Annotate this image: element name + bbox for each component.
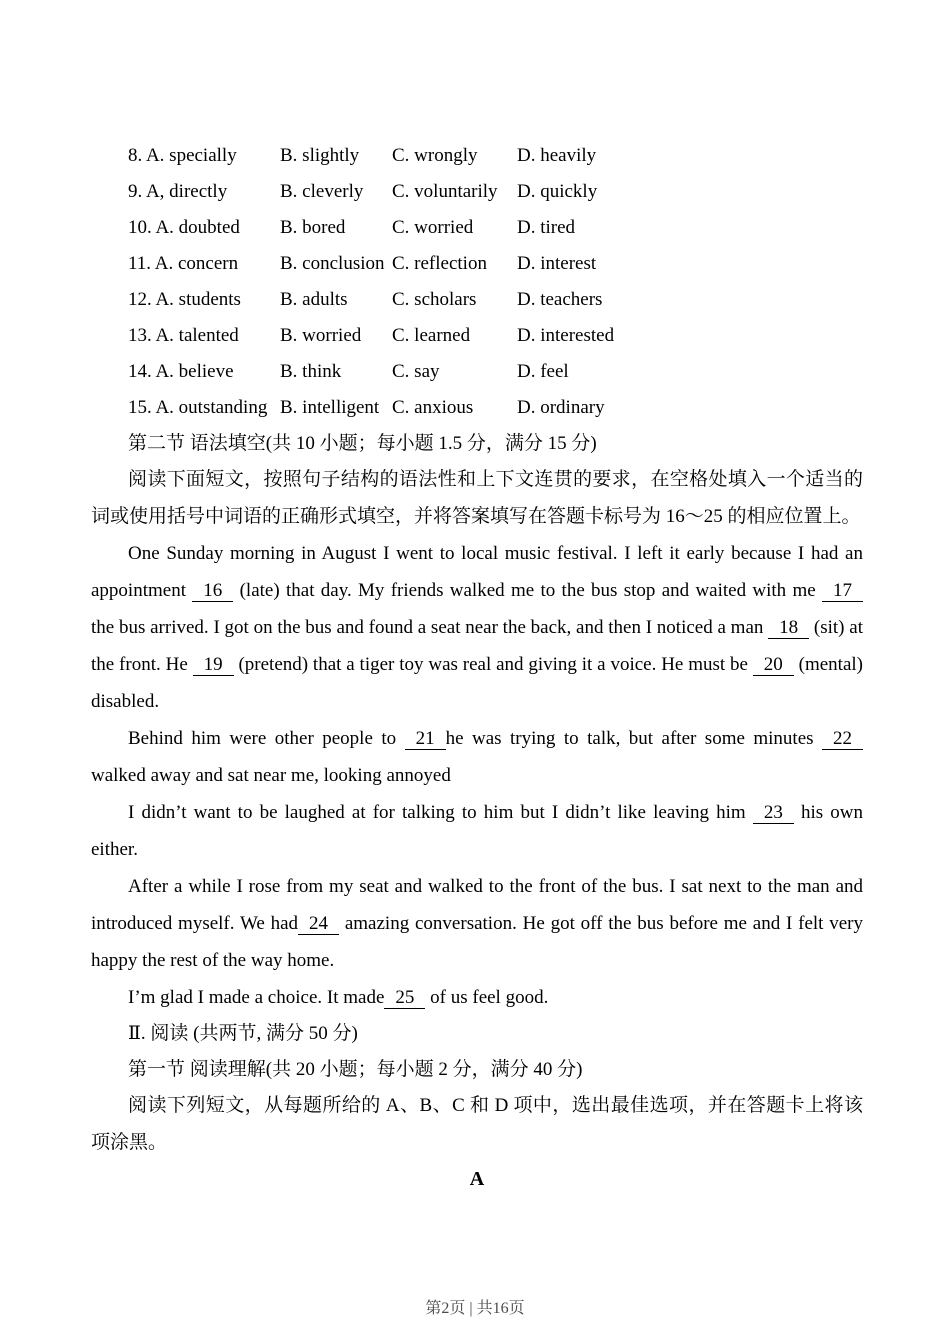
option-d: D. teachers [517,289,603,310]
passage-text: (late) that day. My friends walked me to the bus stop and waited with me [233,580,822,601]
option-c: C. worried [392,217,474,238]
passage-text: his own either. [91,802,863,860]
option-d: D. heavily [517,145,597,166]
option-b: B. worried [280,325,362,346]
cloze-blank-24: 24 [298,913,339,935]
passage-paragraph-2 [91,720,863,794]
option-b: B. bored [280,217,346,238]
option-d: D. tired [517,217,576,238]
cloze-blank-18: 18 [768,617,809,639]
grammar-section-heading: 第二节 语法填空(共 10 小题；每小题 1.5 分，满分 15 分) [128,433,597,454]
option-row-13 [128,318,863,354]
option-row-15 [128,390,863,426]
option-a: 11. A. concern [128,253,239,274]
passage-paragraph-5 [91,979,863,1016]
option-row-12 [128,282,863,318]
passage-text: After a while I rose from my seat and walked to the front of the bus. I sat next to the man and introduced myself. We had [91,876,863,934]
passage-a-label: A [469,1168,485,1190]
option-c: C. say [392,361,440,382]
option-d: D. feel [517,361,569,382]
cloze-blank-22: 22 [822,728,863,750]
passage-text: One Sunday morning in August I went to local music festival. I left it early because I had an appointment [91,543,863,601]
option-row-11 [128,246,863,282]
option-a: 10. A. doubted [128,217,240,238]
passage-text: of us feel good. [425,987,549,1008]
passage-text: amazing conversation. He got off the bus before me and I felt very happy the rest of the way home. [91,913,863,971]
option-a: 14. A. believe [128,361,234,382]
option-a: 9. A, directly [128,181,228,202]
passage-text: (mental) disabled. [91,654,863,712]
option-d: D. interested [517,325,615,346]
option-a: 8. A. specially [128,145,237,166]
option-c: C. learned [392,325,471,346]
option-c: C. anxious [392,397,474,418]
cloze-options-block [91,138,863,426]
page-footer: 第2页 | 共16页 [425,1300,525,1317]
option-row-8 [128,138,863,174]
cloze-blank-20: 20 [753,654,794,676]
grammar-instructions: 阅读下面短文，按照句子结构的语法性和上下文连贯的要求，在空格处填入一个适当的词或使用括号中词语的正确形式填空，并将答案填写在答题卡标号为 16～25 的相应位置上。 [91,469,863,527]
option-a: 13. A. talented [128,325,239,346]
option-row-9 [128,174,863,210]
option-row-14 [128,354,863,390]
reading-part-heading: Ⅱ. 阅读 (共两节, 满分 50 分) [128,1023,358,1044]
passage-text: I didn’t want to be laughed at for talking to him but I didn’t like leaving him [128,802,753,823]
passage-paragraph-1 [91,535,863,720]
option-c: C. scholars [392,289,477,310]
passage-paragraph-4 [91,868,863,979]
passage-text: I’m glad I made a choice. It made [128,987,385,1008]
passage-text: walked away and sat near me, looking annoyed [91,765,451,786]
reading-instructions: 阅读下列短文，从每题所给的 A、B、C 和 D 项中，选出最佳选项，并在答题卡上将该项涂黑。 [91,1095,863,1153]
option-c: C. voluntarily [392,181,498,202]
cloze-blank-21: 21 [405,728,446,750]
option-row-10 [128,210,863,246]
option-b: B. slightly [280,145,360,166]
reading-section-heading: 第一节 阅读理解(共 20 小题；每小题 2 分，满分 40 分) [128,1059,583,1080]
cloze-blank-19: 19 [193,654,234,676]
passage-text: (pretend) that a tiger toy was real and giving it a voice. He must be [233,654,753,675]
cloze-blank-16: 16 [192,580,233,602]
passage-text: Behind him were other people to [128,728,405,749]
cloze-blank-25: 25 [384,987,425,1009]
option-b: B. intelligent [280,397,380,418]
cloze-blank-17: 17 [822,580,863,602]
option-b: B. adults [280,289,348,310]
option-a: 15. A. outstanding [128,397,268,418]
option-b: B. cleverly [280,181,364,202]
option-d: D. ordinary [517,397,605,418]
option-c: C. wrongly [392,145,478,166]
option-c: C. reflection [392,253,487,274]
option-b: B. conclusion [280,253,385,274]
passage-text: he was trying to talk, but after some minutes [445,728,823,749]
passage-paragraph-3 [91,794,863,868]
option-d: D. interest [517,253,597,274]
passage-text: the bus arrived. I got on the bus and found a seat near the back, and then I noticed a man [91,617,769,638]
passage-text: (sit) at the front. He [91,617,863,675]
cloze-blank-23: 23 [753,802,794,824]
option-a: 12. A. students [128,289,241,310]
option-d: D. quickly [517,181,598,202]
option-b: B. think [280,361,342,382]
